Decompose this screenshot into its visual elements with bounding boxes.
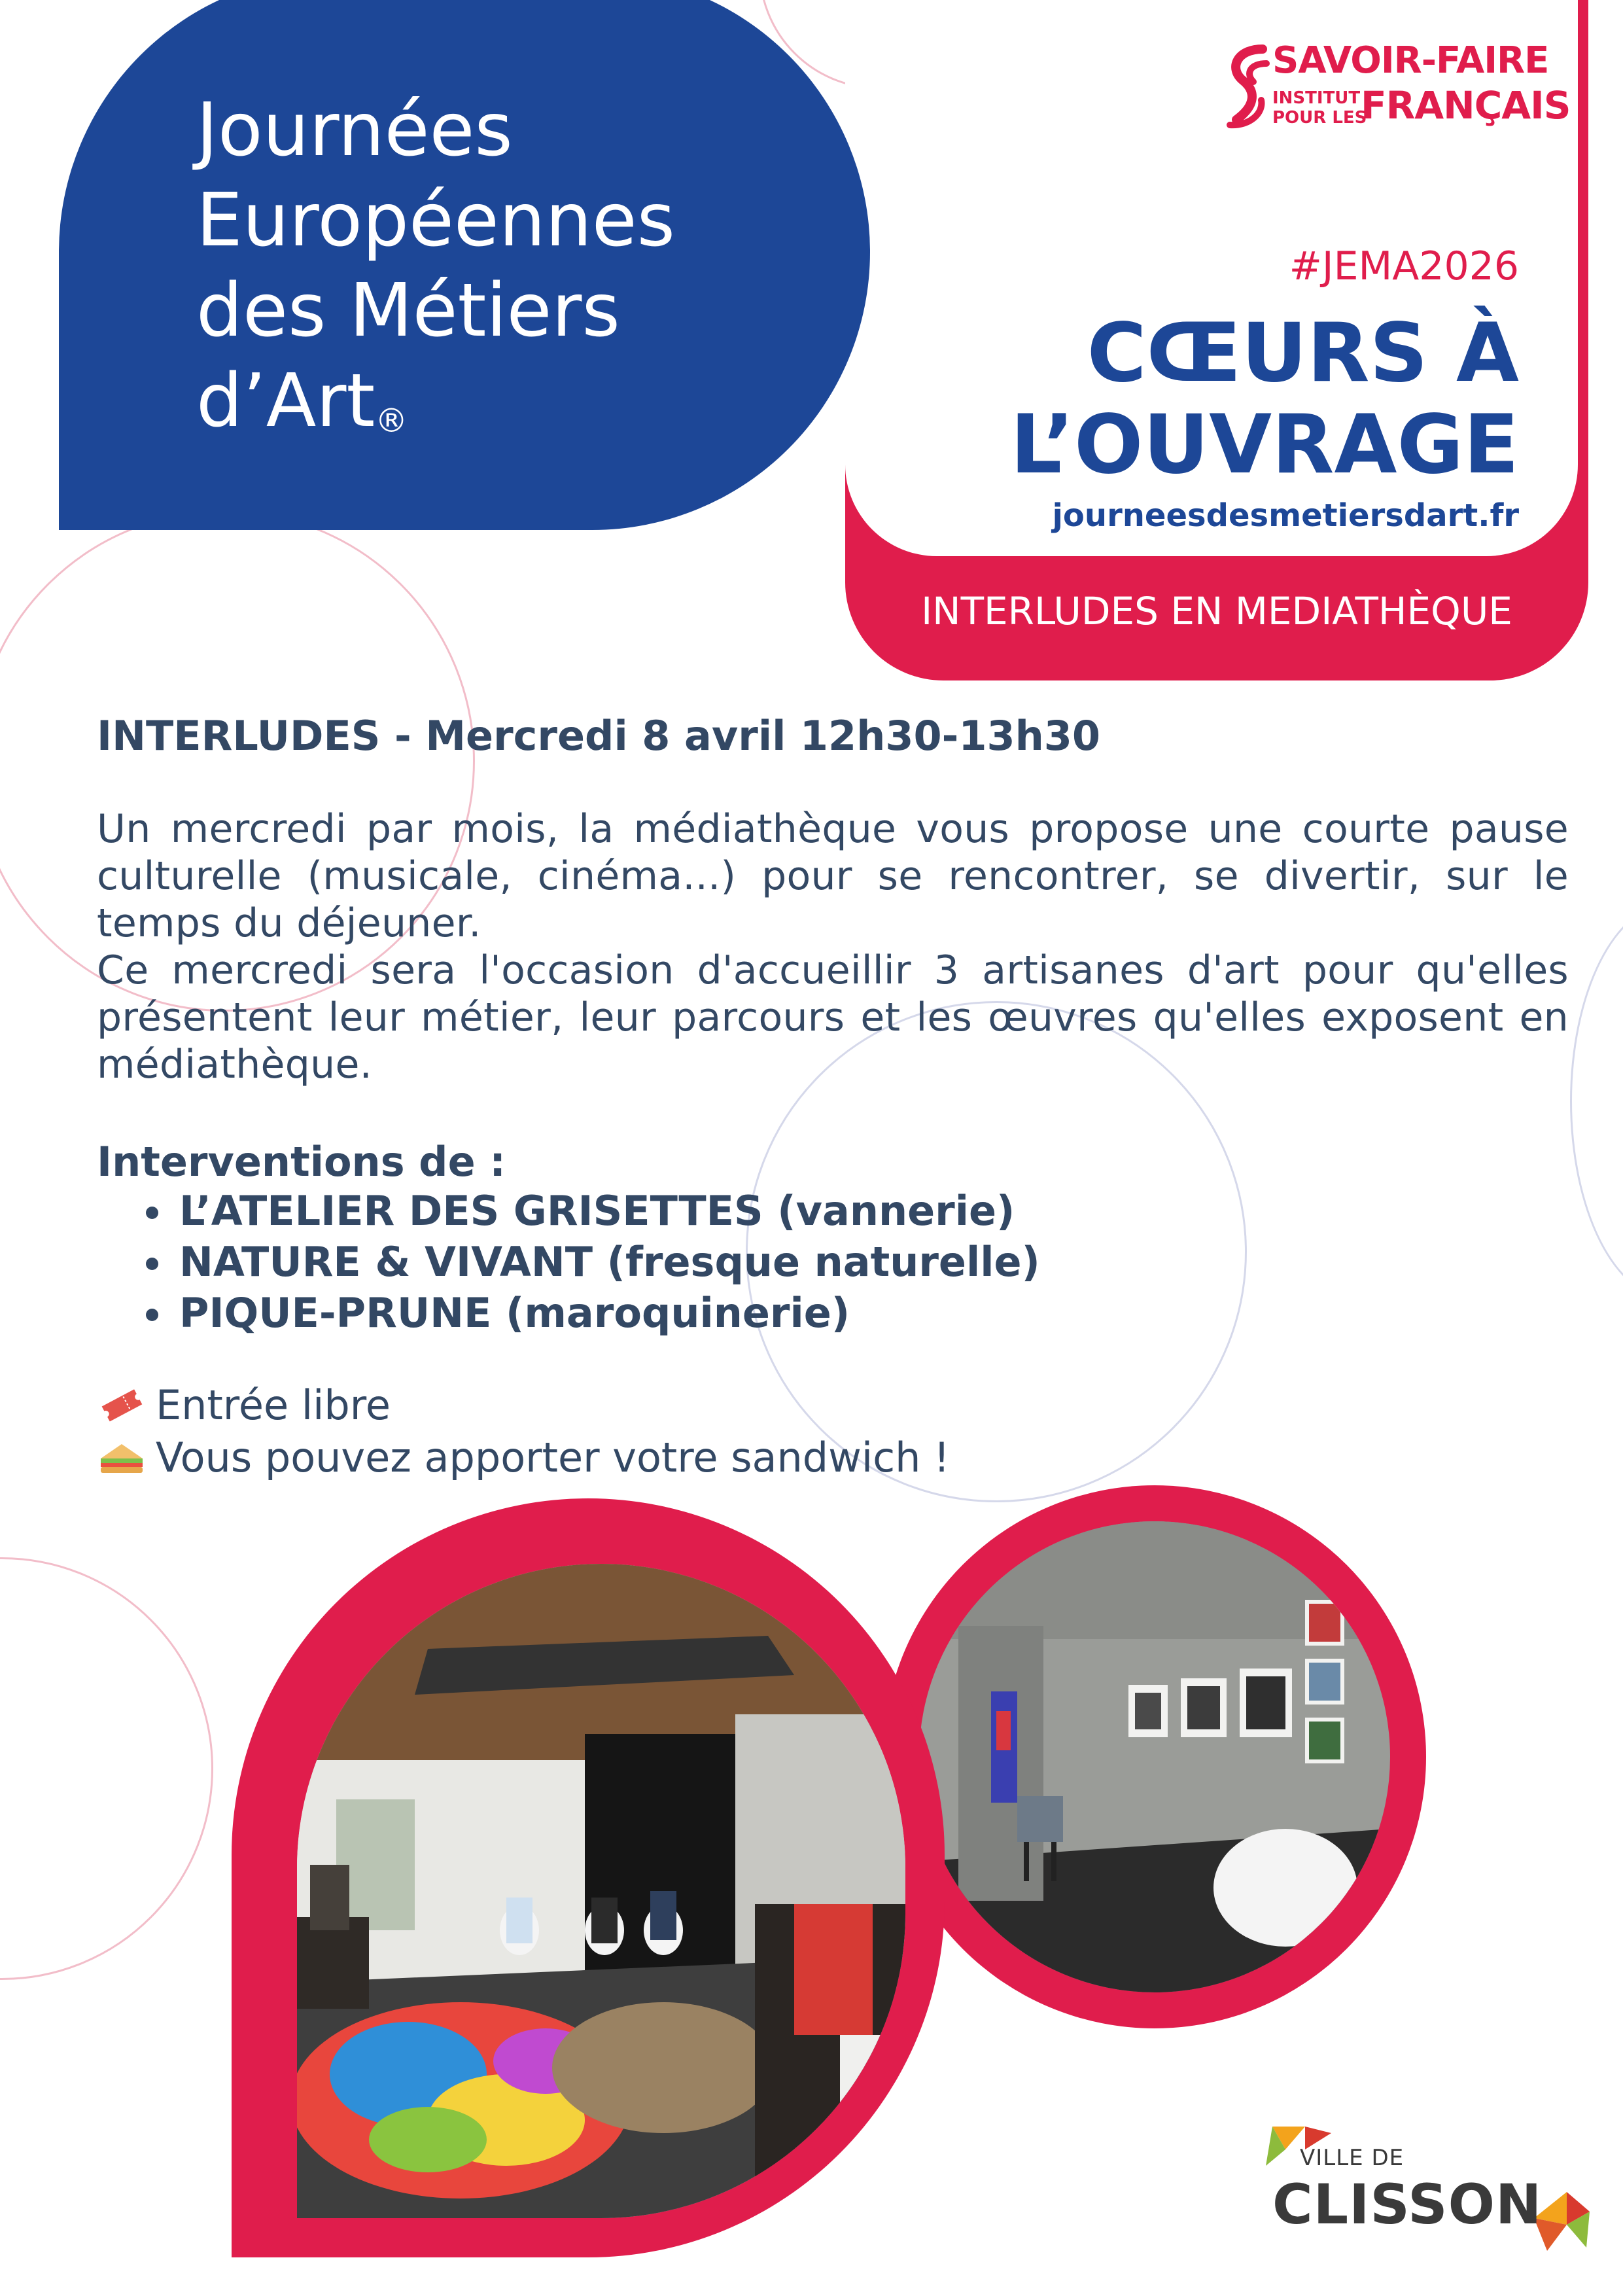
deco-circle-right-edge — [1570, 903, 1623, 1299]
photo-frame-right — [883, 1485, 1426, 2028]
event-heading: INTERLUDES - Mercredi 8 avril 12h30-13h30 — [97, 712, 1101, 760]
savoir-faire-logo — [1223, 36, 1571, 147]
clisson-big-text: CLISSON — [1272, 2172, 1543, 2236]
title-line-4 — [196, 356, 850, 446]
list-item: • L’ATELIER DES GRISETTES (vannerie) — [175, 1186, 1569, 1237]
logo-small-text — [1272, 88, 1367, 128]
interventions-list — [97, 1186, 1569, 1339]
logo-line-3: FRANÇAIS — [1361, 83, 1571, 128]
photo-frame-left — [232, 1498, 945, 2257]
registered-mark: ® — [375, 402, 408, 440]
logo-small-2: POUR LES — [1272, 108, 1367, 128]
event-content — [97, 712, 1569, 1484]
event-paragraph-1: Un mercredi par mois, la médiathèque vous propose une courte pause culturelle (musicale, cinéma...) pour se rencontrer, se divertir, sur le temps du déjeuner. — [97, 806, 1569, 946]
room-photo-image — [297, 1564, 905, 2218]
info-entry — [97, 1379, 1569, 1432]
clisson-logo — [1259, 2120, 1599, 2257]
title-line-1: Journées — [196, 88, 513, 173]
deco-circle-left-bottom — [0, 1557, 213, 1980]
logo-line-1: SAVOIR-FAIRE — [1272, 39, 1549, 82]
title-line-4-text: d’Art — [196, 359, 375, 444]
room-photo — [297, 1564, 905, 2218]
theme-title — [850, 308, 1519, 491]
website-link[interactable]: journeesdesmetiersdart.fr — [1052, 497, 1519, 534]
band-label: INTERLUDES EN MEDIATHÈQUE — [921, 589, 1512, 633]
title-line-2: Européennes — [196, 178, 675, 263]
sf-logo-icon — [1223, 43, 1270, 134]
ticket-icon — [97, 1386, 147, 1423]
page-title — [196, 85, 850, 446]
list-item: • PIQUE-PRUNE (maroquinerie) — [175, 1288, 1569, 1339]
gallery-photo-image — [919, 1521, 1390, 1992]
info-sandwich — [97, 1432, 1569, 1484]
gallery-photo — [919, 1521, 1390, 1992]
clisson-small-text: VILLE DE — [1300, 2145, 1405, 2171]
interventions-heading: Interventions de : — [97, 1138, 506, 1186]
list-item: • NATURE & VIVANT (fresque naturelle) — [175, 1237, 1569, 1288]
event-paragraph-2: Ce mercredi sera l'occasion d'accueillir 3 artisanes d'art pour qu'elles présentent leur métier, leur parcours et les œuvres qu'elles exposent en médiathèque. — [97, 947, 1569, 1087]
info-sandwich-text: Vous pouvez apporter votre sandwich ! — [156, 1434, 951, 1481]
theme-line-2: L’OUVRAGE — [1010, 398, 1519, 492]
title-line-3: des Métiers — [196, 268, 620, 353]
logo-small-1: INSTITUT — [1272, 88, 1361, 108]
hashtag: #JEMA2026 — [1289, 243, 1519, 289]
sandwich-icon — [97, 1439, 147, 1475]
theme-line-1: CŒURS À — [1087, 306, 1519, 400]
info-entry-text: Entrée libre — [156, 1381, 391, 1429]
